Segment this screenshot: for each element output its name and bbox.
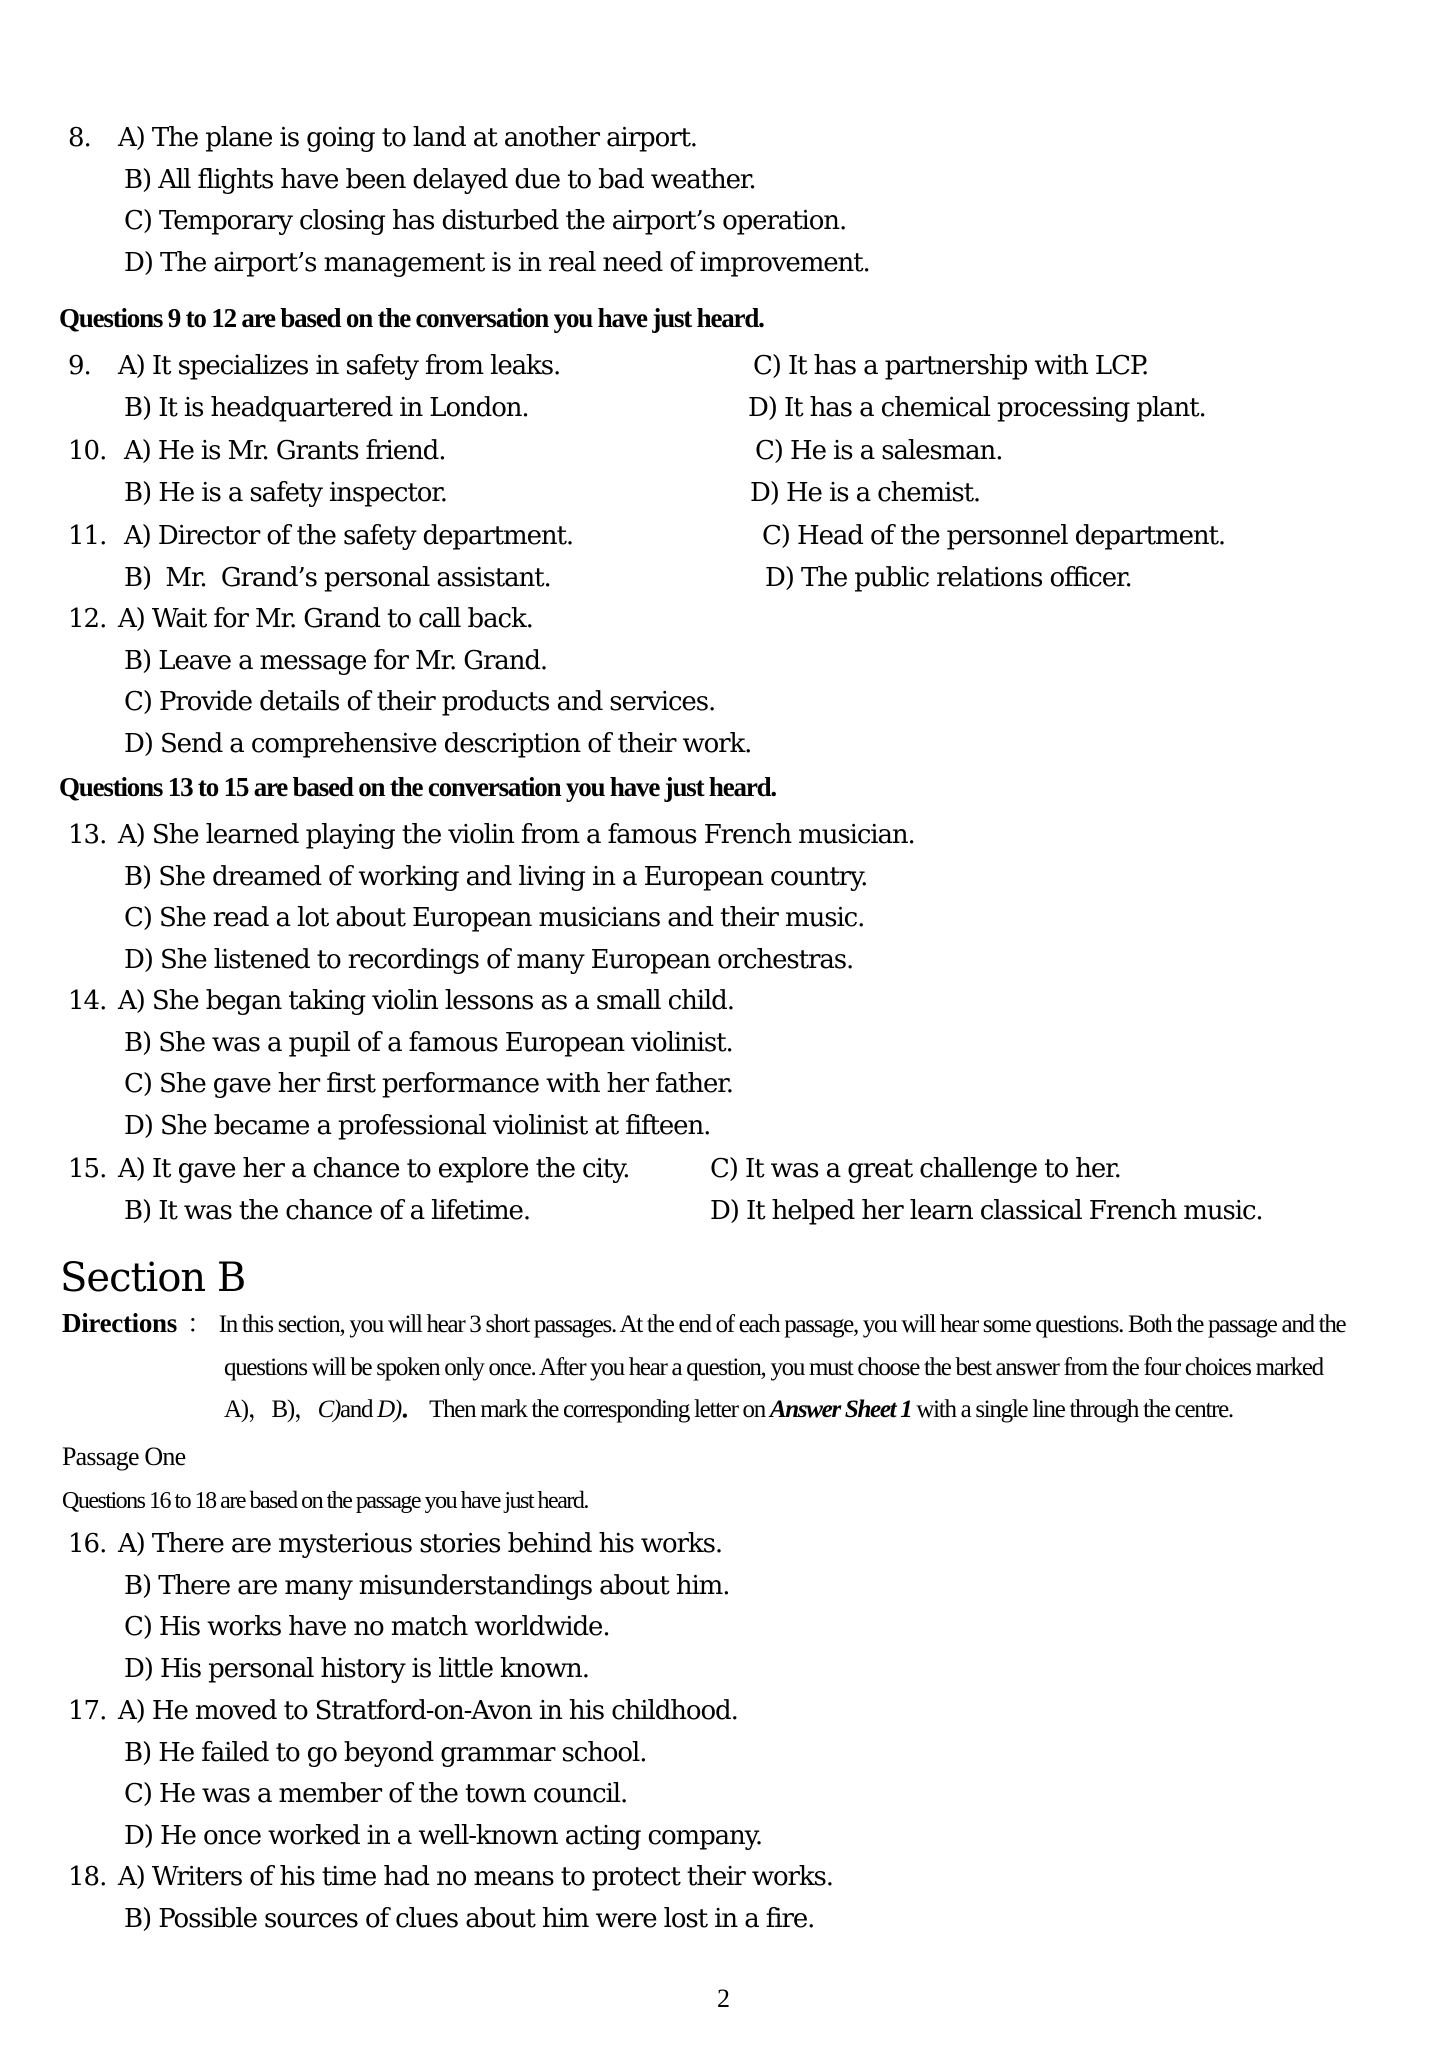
directions-colon: ：	[186, 1311, 211, 1338]
question-8-option-d: D) The airport’s management is in real need of improvement.	[124, 247, 870, 278]
question-8-option-b: B) All flights have been delayed due to bad weather.	[124, 164, 756, 195]
page-number: 2	[717, 1984, 730, 2013]
question-11-option-c: C) Head of the personnel department.	[762, 521, 1226, 551]
question-9-option-b: B) It is headquartered in London.	[124, 392, 529, 423]
question-14-option-a: A) She began taking violin lessons as a small child.	[118, 986, 734, 1016]
question-11-option-a: A) Director of the safety department.	[124, 521, 574, 551]
questions-13-15-heading: Questions 13 to 15 are based on the conversation you have just heard.	[59, 772, 776, 802]
question-10-options	[118, 431, 1417, 514]
question-11-option-b: B) Mr. Grand’s personal assistant.	[124, 562, 551, 593]
question-9-row-1	[118, 346, 1417, 388]
directions-choice-c: C)	[317, 1396, 340, 1423]
question-15	[68, 1149, 1417, 1232]
question-11	[68, 516, 1417, 599]
question-9	[68, 346, 1417, 429]
question-10-row-2	[118, 473, 1417, 515]
question-15-row-1	[118, 1149, 1417, 1191]
question-17-option-b: B) He failed to go beyond grammar school.	[124, 1737, 647, 1768]
question-13-option-a: A) She learned playing the violin from a famous French musician.	[118, 820, 915, 850]
question-12-option-d: D) Send a comprehensive description of their work.	[124, 728, 752, 759]
question-8-option-c: C) Temporary closing has disturbed the airport’s operation.	[124, 206, 847, 237]
directions-line-1	[62, 1302, 1407, 1347]
question-10-option-d: D) He is a chemist.	[750, 477, 981, 508]
directions-block	[62, 1302, 1407, 1432]
question-13-options	[118, 815, 1417, 981]
question-11-options	[118, 516, 1417, 599]
answer-sheet-ref: Answer Sheet 1	[769, 1396, 912, 1423]
directions-text-3-end: with a single line through the centre.	[911, 1396, 1233, 1423]
question-15-number: 15.	[68, 1154, 107, 1184]
directions-label: Directions	[62, 1308, 177, 1338]
question-10-option-b: B) He is a safety inspector.	[124, 477, 447, 508]
questions-16-18-heading: Questions 16 to 18 are based on the passage you have just heard.	[62, 1488, 588, 1514]
question-18-number: 18.	[68, 1862, 107, 1892]
question-14-option-d: D) She became a professional violinist at fifteen.	[124, 1110, 711, 1141]
question-11-option-d: D) The public relations officer.	[765, 562, 1132, 593]
question-18-options	[118, 1857, 1417, 1940]
question-15-option-b: B) It was the chance of a lifetime.	[124, 1195, 530, 1226]
question-15-row-2	[118, 1191, 1417, 1233]
question-16-option-d: D) His personal history is little known.	[124, 1653, 589, 1684]
directions-line-2: questions will be spoken only once. After you hear a question, you must choose the best answer from the four choices marked	[224, 1353, 1323, 1381]
question-15-options	[118, 1149, 1417, 1232]
question-18-option-b: B) Possible sources of clues about him were lost in a fire.	[124, 1903, 815, 1934]
question-11-number: 11.	[68, 521, 107, 551]
question-16-option-a: A) There are mysterious stories behind his works.	[118, 1529, 722, 1559]
question-13-number: 13.	[68, 820, 107, 850]
question-17-option-d: D) He once worked in a well-known acting company.	[124, 1820, 762, 1851]
question-10-option-c: C) He is a salesman.	[755, 436, 1003, 466]
question-9-number: 9.	[68, 351, 91, 381]
question-17-option-c: C) He was a member of the town council.	[124, 1779, 628, 1810]
question-8-option-a: A) The plane is going to land at another airport.	[118, 123, 697, 153]
question-14-options	[118, 981, 1417, 1147]
question-18-option-a: A) Writers of his time had no means to protect their works.	[118, 1862, 833, 1892]
directions-period: ．	[400, 1396, 425, 1423]
question-13-option-d: D) She listened to recordings of many European orchestras.	[124, 944, 854, 975]
questions-9-12-heading: Questions 9 to 12 are based on the conversation you have just heard.	[59, 303, 764, 333]
question-13-option-b: B) She dreamed of working and living in a European country.	[124, 861, 868, 892]
question-10	[68, 431, 1417, 514]
question-9-option-d: D) It has a chemical processing plant.	[748, 392, 1206, 423]
passage-one-label: Passage One	[62, 1442, 186, 1471]
question-8-options	[118, 118, 1417, 284]
question-10-option-a: A) He is Mr. Grants friend.	[124, 436, 446, 466]
question-12-options	[118, 599, 1417, 765]
question-8-number: 8.	[68, 123, 91, 153]
question-9-row-2	[118, 388, 1417, 430]
question-17-number: 17.	[68, 1696, 107, 1726]
directions-and: and	[340, 1396, 378, 1423]
question-17	[68, 1691, 1417, 1857]
question-18	[68, 1857, 1417, 1940]
question-12-option-a: A) Wait for Mr. Grand to call back.	[118, 604, 533, 634]
question-16-options	[118, 1524, 1417, 1690]
question-12	[68, 599, 1417, 765]
question-17-option-a: A) He moved to Stratford-on-Avon in his childhood.	[118, 1696, 738, 1726]
question-10-number: 10.	[68, 436, 107, 466]
question-14-option-b: B) She was a pupil of a famous European violinist.	[124, 1027, 733, 1058]
question-13	[68, 815, 1417, 981]
question-15-option-c: C) It was a great challenge to her.	[710, 1154, 1121, 1184]
question-9-option-a: A) It specializes in safety from leaks.	[118, 351, 561, 381]
directions-text-3: Then mark the corresponding letter on	[424, 1396, 770, 1423]
question-8	[68, 118, 1417, 284]
question-11-row-1	[118, 516, 1417, 558]
question-9-options	[118, 346, 1417, 429]
directions-text-1: In this section, you will hear 3 short passages. At the end of each passage, you will hear some questions. Both the passage and the	[218, 1311, 1346, 1338]
question-16-option-c: C) His works have no match worldwide.	[124, 1612, 610, 1643]
question-13-option-c: C) She read a lot about European musicians and their music.	[124, 903, 865, 934]
question-9-option-c: C) It has a partnership with LCP.	[753, 351, 1149, 381]
question-12-number: 12.	[68, 604, 107, 634]
question-15-option-d: D) It helped her learn classical French music.	[710, 1195, 1263, 1226]
question-12-option-b: B) Leave a message for Mr. Grand.	[124, 645, 548, 676]
question-16-option-b: B) There are many misunderstandings about him.	[124, 1570, 730, 1601]
question-10-row-1	[118, 431, 1417, 473]
question-11-row-2	[118, 558, 1417, 600]
question-17-options	[118, 1691, 1417, 1857]
question-15-option-a: A) It gave her a chance to explore the city.	[118, 1154, 630, 1184]
directions-line-3	[224, 1389, 1407, 1432]
question-14-option-c: C) She gave her first performance with her father.	[124, 1069, 733, 1100]
question-16	[68, 1524, 1417, 1690]
directions-choices-ab: A)，B)，	[224, 1396, 318, 1423]
question-12-option-c: C) Provide details of their products and services.	[124, 687, 716, 718]
question-14	[68, 981, 1417, 1147]
question-16-number: 16.	[68, 1529, 107, 1559]
section-b-title: Section B	[60, 1255, 246, 1301]
directions-choice-d: D)	[377, 1396, 401, 1423]
question-14-number: 14.	[68, 986, 107, 1016]
